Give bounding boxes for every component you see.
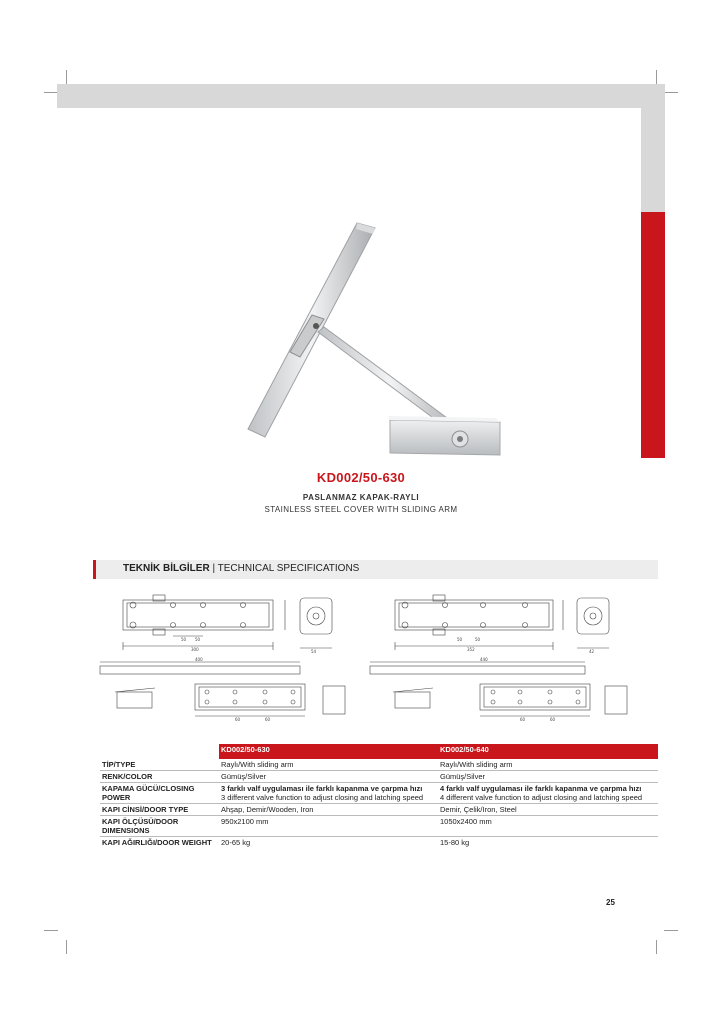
right-dim-d2: 60 [550,717,556,722]
specs-header-accent [93,560,96,579]
left-dim-d2: 60 [265,717,271,722]
row-cell [219,783,438,804]
row-cell-line: 3 farklı valf uygulaması ile farklı kapanma ve çarpma hızı [221,784,423,793]
spec-col-1-header: KD002/50-630 [219,744,438,759]
left-dim-c: 300 [191,647,199,652]
product-subtitle-en: STAINLESS STEEL COVER WITH SLIDING ARM [264,505,458,514]
row-label: KAPI ÖLÇÜSÜ/DOOR DIMENSIONS [100,816,219,837]
crop-mark [44,930,58,931]
spec-table-header [100,744,658,759]
product-code-title: KD002/50-630 [316,470,406,485]
table-row [100,783,658,804]
right-dim-h: 42 [589,649,595,654]
red-side-tab [641,212,665,458]
side-frame-bar [641,84,665,214]
right-dim-total: 440 [480,657,488,662]
row-cell: 20-65 kg [221,838,251,847]
row-cell: Raylı/With sliding arm [438,759,658,771]
row-cell: 950x2100 mm [219,816,438,837]
row-cell: Raylı/With sliding arm [219,759,438,771]
specs-heading-tr: TEKNİK BİLGİLER [123,563,210,574]
row-cell: 1050x2400 mm [438,816,658,837]
crop-mark [66,940,67,954]
crop-mark [664,92,678,93]
left-dim-total: 400 [195,657,203,662]
table-row [100,837,658,849]
specs-heading-sep: | [209,563,218,574]
right-top-view [395,595,609,650]
specs-heading-en: TECHNICAL SPECIFICATIONS [217,563,360,574]
crop-mark [656,940,657,954]
crop-mark [44,92,58,93]
row-cell: Ahşap, Demir/Wooden, Iron [219,804,438,816]
row-cell: Demir, Çelik/Iron, Steel [438,804,658,816]
row-label: TİP/TYPE [100,759,219,771]
spec-col-2-header: KD002/50-640 [438,744,658,759]
row-cell-line: 4 different valve function to adjust closing and latching speed [440,793,643,802]
row-label: KAPI CİNSİ/DOOR TYPE [100,804,219,816]
crop-mark [656,70,657,84]
row-label: KAPAMA GÜCÜ/CLOSING POWER [100,783,219,804]
table-row [100,759,658,771]
table-row [100,771,658,783]
row-label: KAPI AĞIRLIĞI/DOOR WEIGHT [102,838,212,847]
row-cell: Gümüş/Silver [219,771,438,783]
spec-header-blank [100,744,219,759]
right-dim-c: 352 [467,647,475,652]
table-row [100,804,658,816]
product-subtitle-tr: PASLANMAZ KAPAK-RAYLI [302,493,420,502]
row-cell-line: 3 different valve function to adjust closing and latching speed [221,793,424,802]
crop-mark [66,70,67,84]
left-dim-b: 50 [195,637,201,642]
left-dim-h: 54 [311,649,317,654]
right-front-view [370,662,627,716]
crop-mark [664,930,678,931]
spec-table [100,744,658,848]
left-front-view [100,662,345,716]
product-image-door-closer [230,215,510,460]
row-cell: 15-80 kg [440,838,470,847]
right-dim-d1: 60 [520,717,526,722]
header-frame-bar [57,84,665,108]
row-label: RENK/COLOR [100,771,219,783]
row-cell [438,783,658,804]
technical-drawings [95,588,655,728]
row-cell: Gümüş/Silver [438,771,658,783]
table-row [100,816,658,837]
right-dim-b: 50 [475,637,481,642]
row-cell-line: 4 farklı valf uygulaması ile farklı kapanma ve çarpma hızı [440,784,642,793]
left-dim-a: 50 [181,637,187,642]
page-number: 25 [606,898,615,907]
left-top-view [123,595,332,650]
right-dim-a: 50 [457,637,463,642]
specs-heading [123,563,359,574]
left-dim-d1: 60 [235,717,241,722]
